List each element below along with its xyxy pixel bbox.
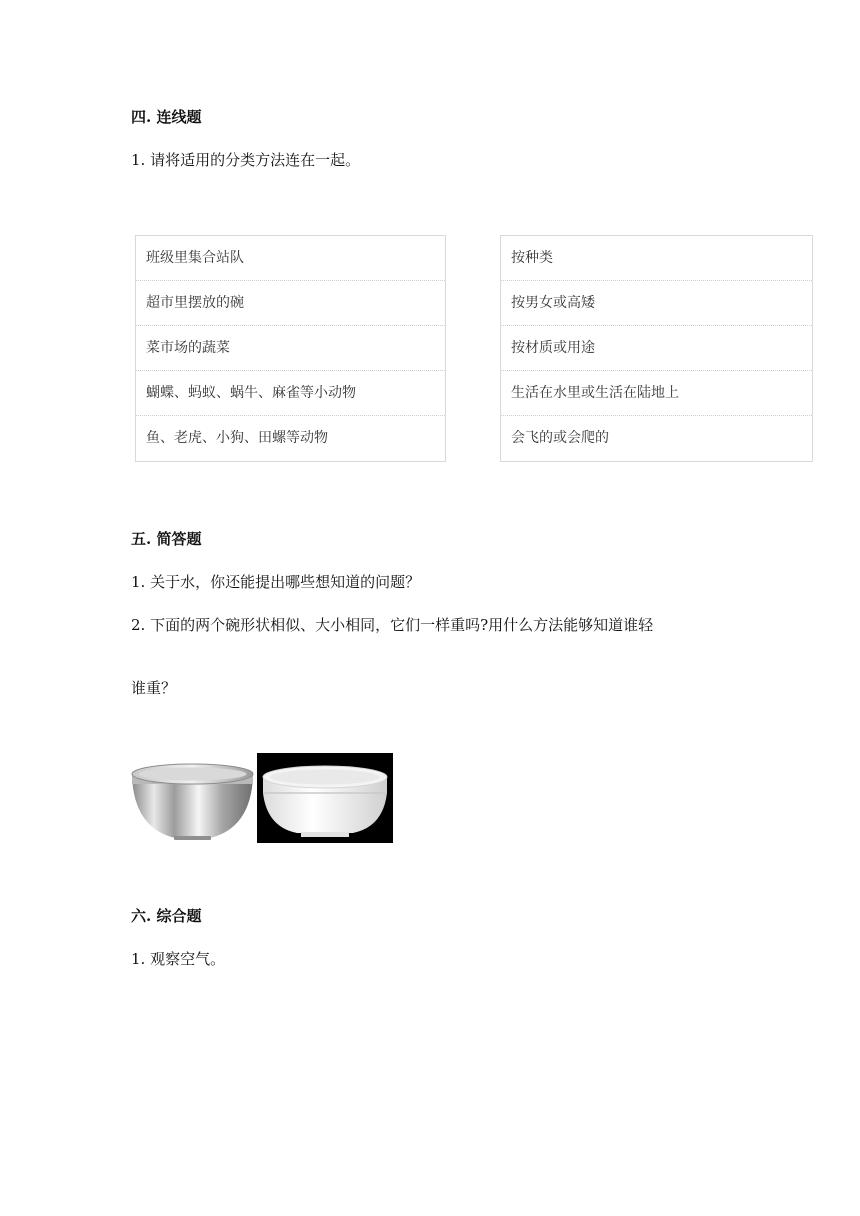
question-6-1: 1. 观察空气。 bbox=[131, 950, 226, 968]
right-item: 按材质或用途 bbox=[501, 326, 812, 371]
section-6-heading: 六. 综合题 bbox=[131, 907, 202, 925]
left-item: 班级里集合站队 bbox=[136, 236, 445, 281]
right-item-list bbox=[500, 235, 813, 462]
right-item: 按男女或高矮 bbox=[501, 281, 812, 326]
left-item: 蝴蝶、蚂蚁、蜗牛、麻雀等小动物 bbox=[136, 371, 445, 416]
question-4-1: 1. 请将适用的分类方法连在一起。 bbox=[131, 151, 361, 169]
right-item: 生活在水里或生活在陆地上 bbox=[501, 371, 812, 416]
question-5-2-line-1: 2. 下面的两个碗形状相似、大小相同，它们一样重吗?用什么方法能够知道谁轻 bbox=[131, 616, 654, 634]
right-item: 按种类 bbox=[501, 236, 812, 281]
left-item: 鱼、老虎、小狗、田螺等动物 bbox=[146, 430, 328, 446]
steel-bowl-image bbox=[130, 756, 255, 844]
porcelain-bowl-image bbox=[257, 753, 393, 843]
section-5-heading: 五. 简答题 bbox=[131, 530, 202, 548]
left-item-list bbox=[135, 235, 446, 462]
left-item: 菜市场的蔬菜 bbox=[136, 326, 445, 371]
section-4-heading: 四. 连线题 bbox=[131, 108, 202, 126]
question-5-1: 1. 关于水，你还能提出哪些想知道的问题？ bbox=[131, 573, 421, 591]
left-item: 超市里摆放的碗 bbox=[136, 281, 445, 326]
question-5-2-line-2: 谁重？ bbox=[131, 679, 177, 697]
right-item: 会飞的或会爬的 bbox=[511, 430, 609, 446]
